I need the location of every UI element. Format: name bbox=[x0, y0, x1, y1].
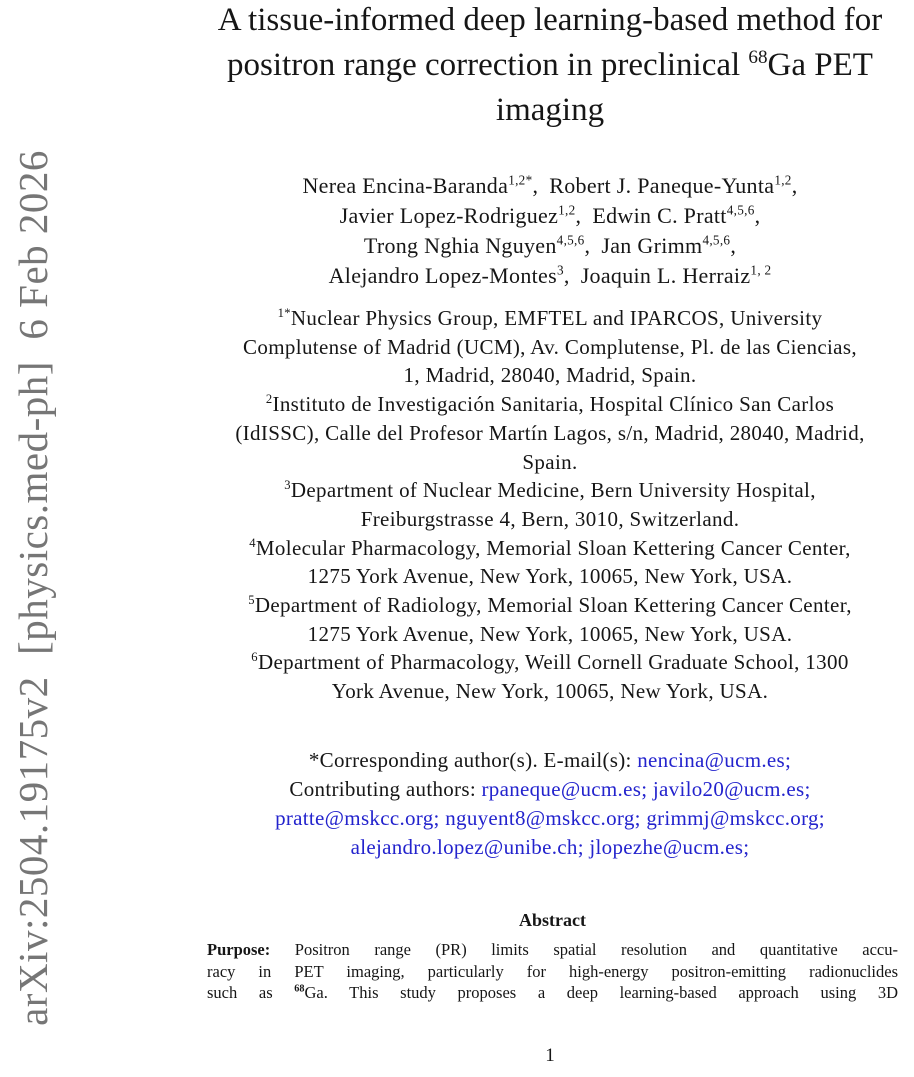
abstract-block bbox=[207, 939, 898, 1004]
author-line bbox=[185, 171, 914, 201]
affiliation-superscript: 1* bbox=[277, 306, 291, 320]
title-line-2-post: Ga PET bbox=[767, 47, 873, 83]
affiliation-text: Department of Radiology, Memorial Sloan Kettering Cancer Center, bbox=[254, 593, 852, 618]
email-link[interactable]: jlopezhe@ucm.es bbox=[589, 835, 744, 859]
contact-separator: ; bbox=[577, 835, 590, 859]
affiliation-line bbox=[185, 390, 914, 419]
contact-prefix-text: Contributing authors: bbox=[289, 777, 482, 801]
title-line-1: A tissue-informed deep learning-based method for bbox=[217, 2, 883, 38]
affiliation-text: Molecular Pharmacology, Memorial Sloan Kettering Cancer Center, bbox=[255, 535, 851, 560]
affiliation-superscript: 3 bbox=[284, 478, 291, 493]
abstract-text: such as bbox=[207, 983, 295, 1003]
contact-separator: ; bbox=[743, 835, 750, 859]
author-superscript: 1,2* bbox=[508, 172, 533, 188]
affiliation-text: Freiburgstrasse 4, Bern, 3010, Switzerland. bbox=[360, 506, 740, 531]
author-superscript: 1,2 bbox=[558, 202, 576, 218]
abstract-heading: Abstract bbox=[519, 910, 586, 930]
email-link[interactable]: pratte@mskcc.org bbox=[275, 806, 434, 830]
contact-block bbox=[185, 746, 914, 862]
affiliation-line bbox=[185, 505, 914, 534]
author-line bbox=[185, 261, 914, 291]
author-line bbox=[185, 231, 914, 261]
affiliation-text: Department of Pharmacology, Weill Cornell Graduate School, 1300 bbox=[257, 650, 849, 675]
author-name: Alejandro Lopez-Montes bbox=[328, 263, 557, 288]
email-link[interactable]: nguyent8@mskcc.org bbox=[445, 806, 635, 830]
contact-separator: ; bbox=[433, 806, 446, 830]
isotope-superscript: 68 bbox=[748, 47, 768, 68]
author-name: Nerea Encina-Baranda bbox=[302, 173, 509, 198]
author-separator: , bbox=[532, 173, 539, 198]
affiliation-line bbox=[185, 620, 914, 649]
abstract-line bbox=[207, 982, 898, 1004]
author-line bbox=[185, 201, 914, 231]
abstract-text: Positron range (PR) limits spatial resolution and quantitative accu- bbox=[270, 940, 898, 959]
affiliation-text: Complutense of Madrid (UCM), Av. Complutense, Pl. de las Ciencias, bbox=[243, 334, 857, 359]
email-link[interactable]: grimmj@mskcc.org bbox=[646, 806, 819, 830]
affiliation-line bbox=[185, 333, 914, 362]
abstract-line bbox=[207, 939, 898, 961]
contact-separator: ; bbox=[634, 806, 647, 830]
contact-line bbox=[185, 804, 914, 833]
arxiv-watermark: arXiv:2504.19175v2 [physics.med-ph] 6 Feb 2026 bbox=[10, 150, 56, 1026]
isotope-superscript: 68 bbox=[294, 983, 305, 995]
author-name: Joaquin L. Herraiz bbox=[580, 263, 751, 288]
author-separator: , bbox=[730, 233, 737, 258]
author-superscript: 3 bbox=[556, 262, 564, 278]
affiliation-line bbox=[185, 648, 914, 677]
contact-separator: ; bbox=[804, 777, 811, 801]
abstract-bold-label: Purpose: bbox=[207, 940, 271, 959]
paper-title bbox=[185, 0, 914, 133]
page-number: 1 bbox=[545, 1045, 555, 1066]
title-line-3: imaging bbox=[495, 92, 605, 128]
contact-separator: ; bbox=[641, 777, 653, 801]
author-separator: , bbox=[754, 203, 761, 228]
author-separator: , bbox=[791, 173, 798, 198]
author-separator: , bbox=[563, 263, 570, 288]
title-line-2-pre: positron range correction in preclinical bbox=[227, 47, 749, 83]
abstract-text: racy in PET imaging, particularly for high-energy positron-emitting radionuclides bbox=[207, 961, 898, 981]
affiliation-text: Instituto de Investigación Sanitaria, Hospital Clínico San Carlos bbox=[272, 392, 835, 417]
abstract-line bbox=[207, 961, 898, 983]
email-link[interactable]: javilo20@ucm.es bbox=[652, 777, 805, 801]
affiliation-line bbox=[185, 534, 914, 563]
affiliation-superscript: 4 bbox=[249, 535, 256, 550]
author-name: Jan Grimm bbox=[601, 233, 703, 258]
author-superscript: 4,5,6 bbox=[556, 232, 585, 248]
affiliation-superscript: 2 bbox=[265, 392, 273, 407]
author-separator: , bbox=[584, 233, 591, 258]
affiliation-line bbox=[185, 361, 914, 390]
author-superscript: 4,5,6 bbox=[726, 202, 755, 218]
contact-separator: ; bbox=[818, 806, 825, 830]
author-superscript: 1,2 bbox=[774, 172, 792, 188]
affiliation-text: York Avenue, New York, 10065, New York, USA. bbox=[331, 679, 769, 704]
author-name: Javier Lopez-Rodriguez bbox=[339, 203, 559, 228]
affiliation-text: 1, Madrid, 28040, Madrid, Spain. bbox=[403, 363, 697, 388]
affiliation-superscript: 6 bbox=[251, 650, 258, 665]
affiliation-line bbox=[185, 677, 914, 706]
contact-prefix-text: *Corresponding author(s). E-mail(s): bbox=[308, 748, 638, 772]
affiliation-line bbox=[185, 476, 914, 505]
affiliation-superscript: 5 bbox=[248, 593, 255, 608]
abstract-text: Ga. This study proposes a deep learning-based approach using 3D bbox=[304, 983, 898, 1003]
contact-line bbox=[185, 833, 914, 862]
author-superscript: 4,5,6 bbox=[702, 232, 731, 248]
affiliation-line bbox=[185, 448, 914, 477]
affiliation-text: 1275 York Avenue, New York, 10065, New York, USA. bbox=[307, 564, 793, 589]
email-link[interactable]: alejandro.lopez@unibe.ch bbox=[350, 835, 578, 859]
affiliation-line bbox=[185, 304, 914, 333]
email-link[interactable]: nencina@ucm.es bbox=[637, 748, 785, 772]
affiliation-text: Nuclear Physics Group, EMFTEL and IPARCOS, University bbox=[290, 306, 823, 330]
author-superscript: 1, 2 bbox=[750, 262, 772, 278]
affiliation-line bbox=[185, 591, 914, 620]
contact-line bbox=[185, 746, 914, 775]
affiliation-line bbox=[185, 562, 914, 591]
affiliation-text: (IdISSC), Calle del Profesor Martín Lagos, s/n, Madrid, 28040, Madrid, bbox=[235, 420, 865, 445]
affiliation-text: 1275 York Avenue, New York, 10065, New York, USA. bbox=[307, 621, 793, 646]
title-line-2 bbox=[185, 43, 914, 88]
affiliation-text: Department of Nuclear Medicine, Bern University Hospital, bbox=[290, 478, 816, 503]
contact-separator: ; bbox=[784, 748, 792, 772]
affiliation-line bbox=[185, 419, 914, 448]
contact-line bbox=[185, 775, 914, 804]
affiliations-block bbox=[185, 304, 914, 706]
author-name: Trong Nghia Nguyen bbox=[363, 233, 557, 258]
author-separator: , bbox=[575, 203, 582, 228]
affiliation-text: Spain. bbox=[522, 449, 578, 474]
email-link[interactable]: rpaneque@ucm.es bbox=[481, 777, 642, 801]
author-name: Robert J. Paneque-Yunta bbox=[549, 173, 775, 198]
authors-block bbox=[185, 171, 914, 291]
author-name: Edwin C. Pratt bbox=[592, 203, 727, 228]
